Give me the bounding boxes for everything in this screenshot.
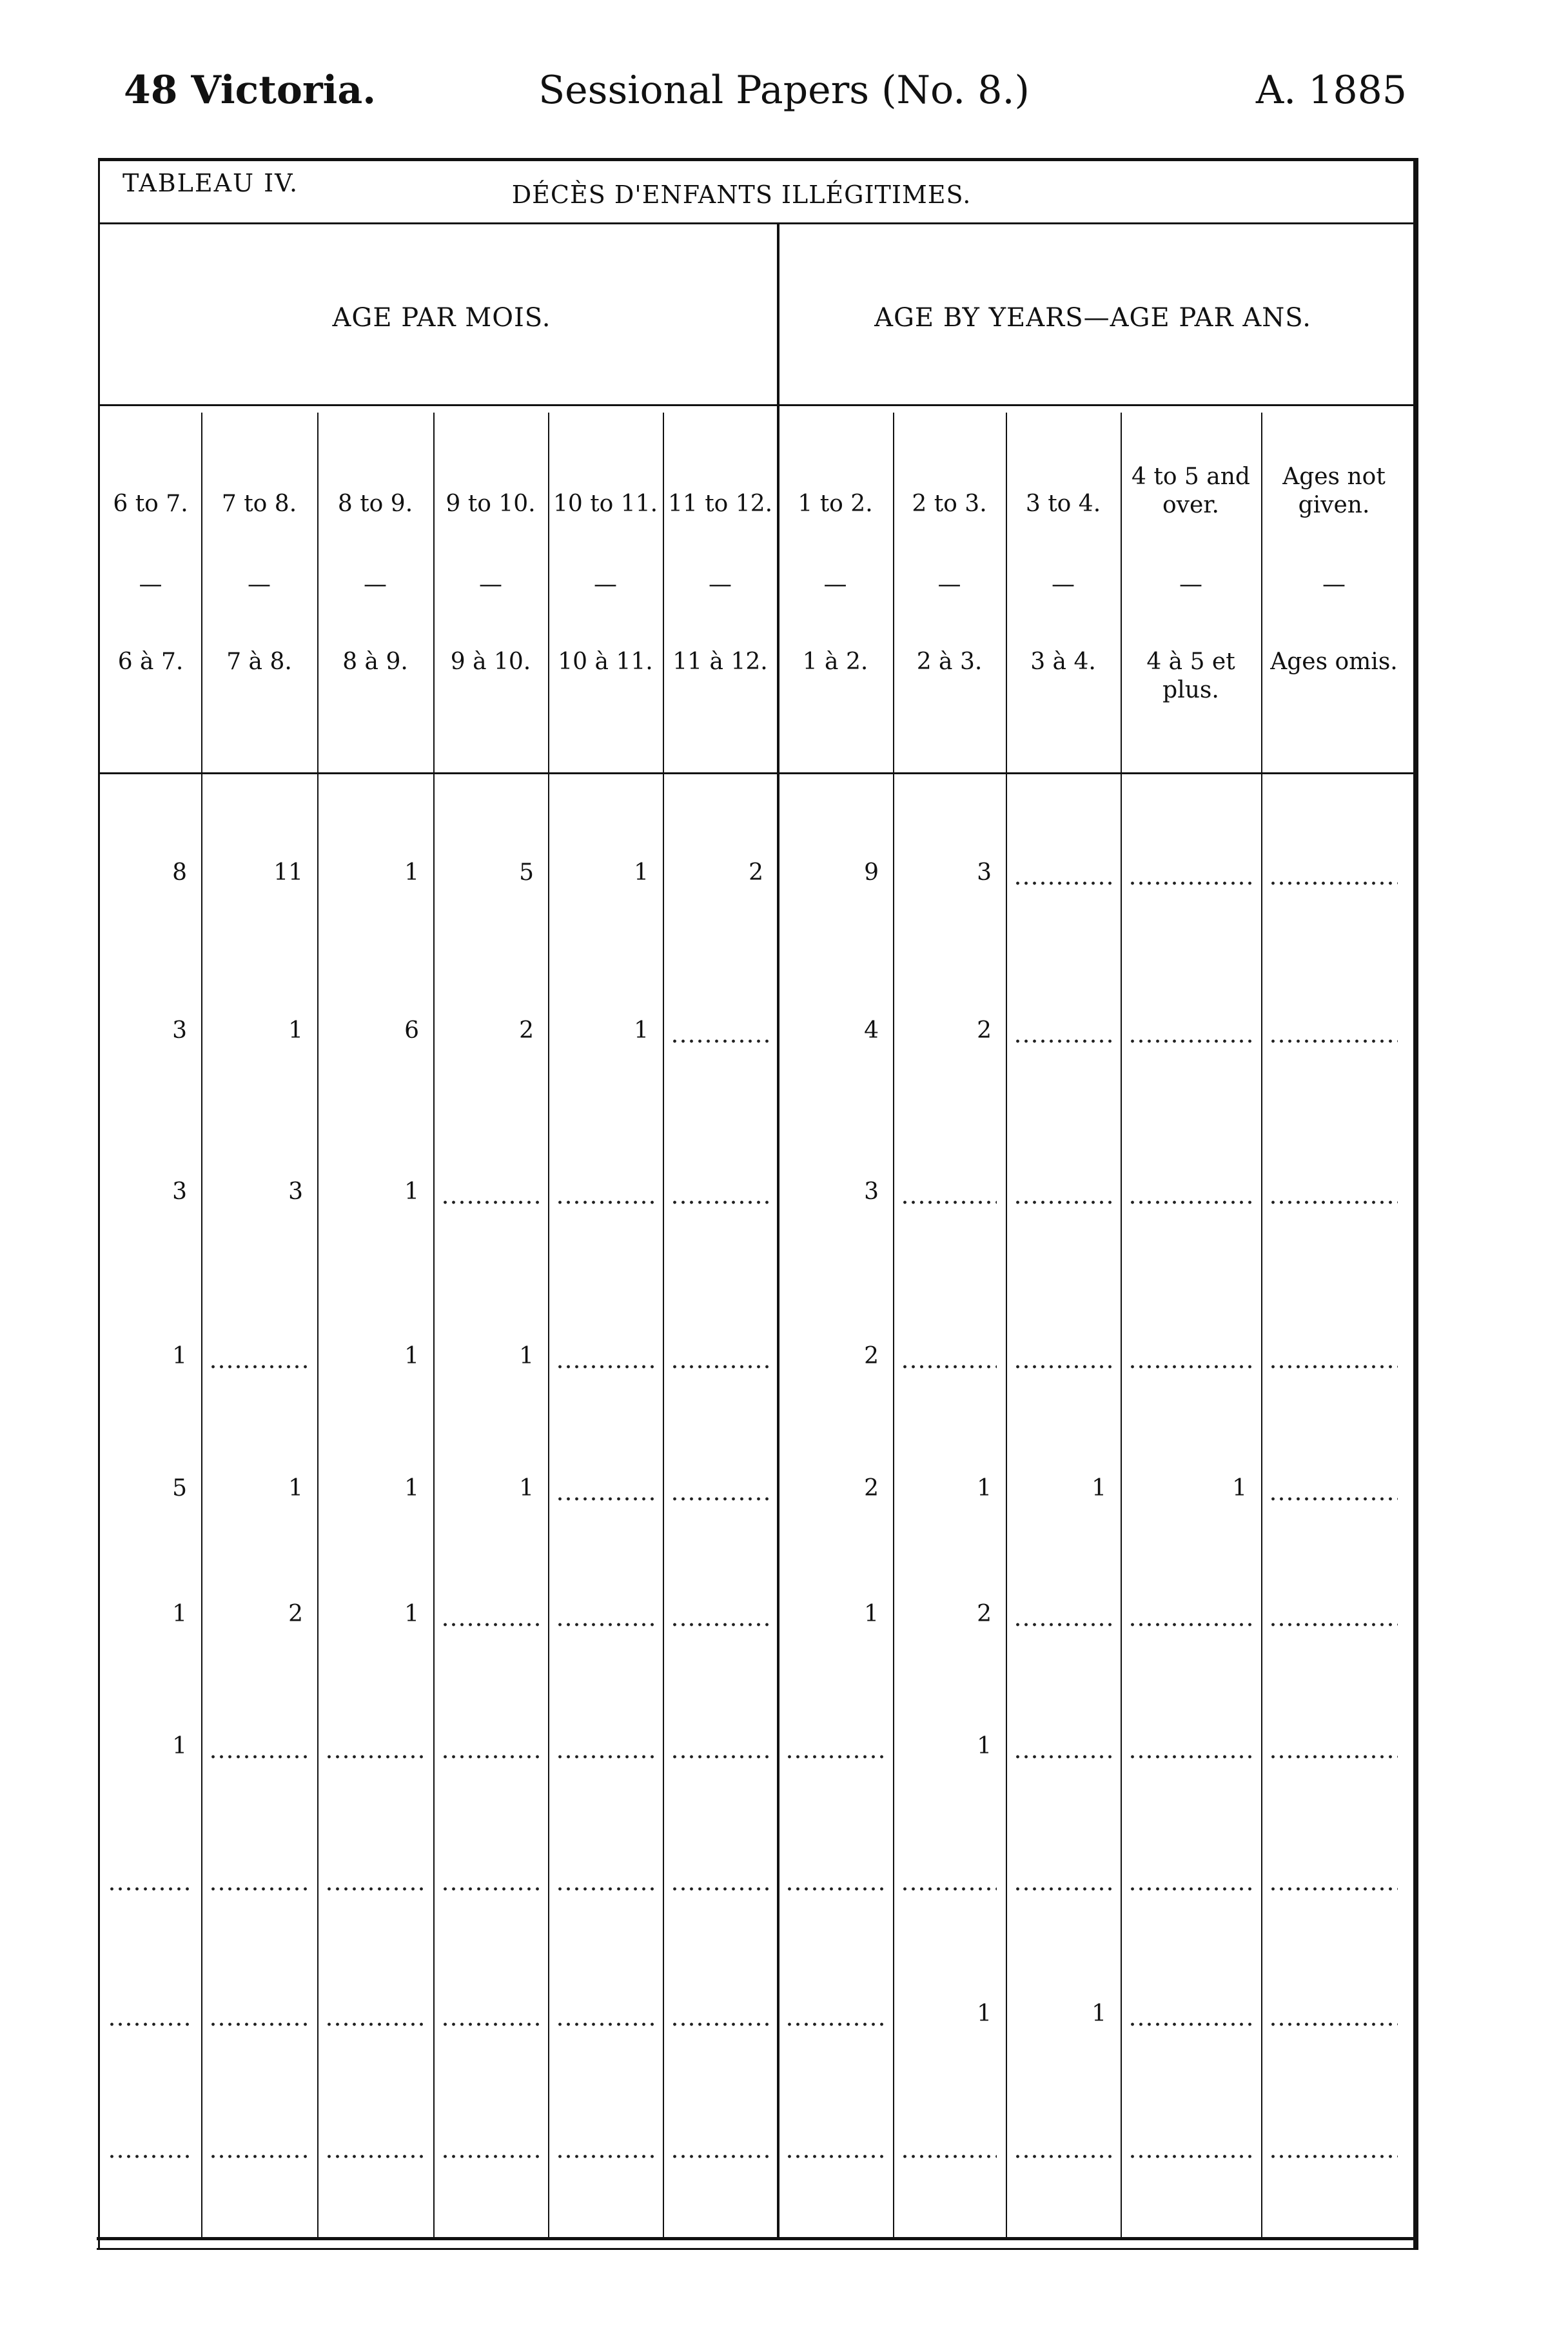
empty-cell-leader [556, 2155, 654, 2158]
col-header-en-10: Ages not given. [1282, 464, 1386, 518]
rule-bottom [97, 2237, 1418, 2240]
table-cell: 2 [288, 1601, 303, 1627]
col-header-en-4: 10 to 11. [553, 491, 658, 517]
col-dash-1: — [248, 571, 271, 598]
col-header-fr-3: 9 à 10. [450, 649, 531, 675]
header-volume: 48 Victoria. [124, 68, 377, 113]
empty-cell-leader [901, 1365, 997, 1369]
empty-cell-leader [108, 1887, 192, 1891]
empty-cell-leader [441, 1887, 539, 1891]
empty-cell-leader [1269, 1365, 1398, 1369]
col-header-en-7: 2 to 3. [912, 491, 987, 517]
column-rule-4 [548, 413, 549, 2240]
table-cell: 1 [172, 1733, 187, 1759]
col-header-fr-9: 4 à 5 et plus. [1146, 649, 1235, 703]
empty-cell-leader [1014, 1365, 1112, 1369]
col-header-fr-6: 1 à 2. [802, 649, 868, 675]
empty-cell-leader [556, 1623, 654, 1627]
col-header-fr-5: 11 à 12. [672, 649, 768, 675]
empty-cell-leader [671, 1200, 769, 1204]
table-cell: 1 [404, 1343, 419, 1369]
col-dash-8: — [1052, 571, 1075, 598]
table-cell: 1 [634, 859, 649, 886]
empty-cell-leader [1128, 1755, 1252, 1759]
table-cell: 2 [977, 1601, 992, 1627]
table-cell: 9 [864, 859, 879, 886]
empty-cell-leader [785, 1887, 884, 1891]
empty-cell-leader [209, 1365, 308, 1369]
table-cell: 1 [404, 1475, 419, 1501]
empty-cell-leader [1014, 1887, 1112, 1891]
empty-cell-leader [1269, 1623, 1398, 1627]
column-rule-7 [893, 413, 894, 2240]
table-cell: 1 [519, 1343, 534, 1369]
table-cell: 1 [288, 1475, 303, 1501]
table-cell: 1 [288, 1017, 303, 1044]
col-header-fr-8: 3 à 4. [1030, 649, 1096, 675]
empty-cell-leader [1128, 2155, 1252, 2158]
table-cell: 1 [519, 1475, 534, 1501]
table-cell: 6 [404, 1017, 419, 1044]
empty-cell-leader [785, 2155, 884, 2158]
empty-cell-leader [556, 1200, 654, 1204]
empty-cell-leader [325, 2022, 424, 2026]
divider-groups [777, 224, 779, 2239]
empty-cell-leader [901, 2155, 997, 2158]
empty-cell-leader [1128, 881, 1252, 885]
col-header-en-6: 1 to 2. [798, 491, 873, 517]
table-cell: 1 [977, 1475, 992, 1501]
table-cell: 4 [864, 1017, 879, 1044]
empty-cell-leader [1269, 1755, 1398, 1759]
col-dash-9: — [1179, 571, 1202, 598]
table-cell: 1 [977, 2000, 992, 2027]
empty-cell-leader [1128, 2022, 1252, 2026]
table-cell: 1 [404, 1178, 419, 1205]
empty-cell-leader [556, 1365, 654, 1369]
col-dash-2: — [364, 571, 387, 598]
empty-cell-leader [671, 2022, 769, 2026]
col-dash-6: — [823, 571, 847, 598]
empty-cell-leader [1128, 1039, 1252, 1043]
empty-cell-leader [556, 2022, 654, 2026]
col-header-en-8: 3 to 4. [1025, 491, 1101, 517]
table-cell: 2 [749, 859, 763, 886]
empty-cell-leader [1014, 1623, 1112, 1627]
rule-under-title [100, 222, 1416, 224]
table-cell: 1 [172, 1343, 187, 1369]
empty-cell-leader [441, 1623, 539, 1627]
empty-cell-leader [441, 1755, 539, 1759]
table-cell: 1 [634, 1017, 649, 1044]
table-cell: 1 [864, 1601, 879, 1627]
header-title: Sessional Papers (No. 8.) [538, 68, 1030, 113]
table-cell: 1 [977, 1733, 992, 1759]
table-cell: 3 [864, 1178, 879, 1205]
empty-cell-leader [1269, 1497, 1398, 1501]
empty-cell-leader [671, 1497, 769, 1501]
empty-cell-leader [1269, 2155, 1398, 2158]
col-dash-5: — [709, 571, 732, 598]
empty-cell-leader [1014, 1755, 1112, 1759]
rule-bottom-double [97, 2248, 1418, 2250]
empty-cell-leader [1128, 1200, 1252, 1204]
empty-cell-leader [325, 1755, 424, 1759]
col-dash-4: — [594, 571, 617, 598]
col-header-fr-4: 10 à 11. [558, 649, 653, 675]
empty-cell-leader [209, 2022, 308, 2026]
empty-cell-leader [556, 1497, 654, 1501]
empty-cell-leader [901, 1887, 997, 1891]
table-cell: 11 [273, 859, 303, 886]
empty-cell-leader [325, 1887, 424, 1891]
table-cell: 3 [172, 1017, 187, 1044]
table-cell: 3 [977, 859, 992, 886]
empty-cell-leader [1269, 1200, 1398, 1204]
column-rule-1 [201, 413, 202, 2240]
empty-cell-leader [325, 2155, 424, 2158]
empty-cell-leader [209, 2155, 308, 2158]
col-header-en-0: 6 to 7. [113, 491, 188, 517]
col-header-en-5: 11 to 12. [667, 491, 773, 517]
col-header-fr-10: Ages omis. [1270, 649, 1398, 675]
table-label: TABLEAU IV. [122, 169, 299, 197]
empty-cell-leader [671, 1623, 769, 1627]
header-year: A. 1885 [1255, 68, 1407, 113]
table-cell: 5 [172, 1475, 187, 1501]
empty-cell-leader [785, 1755, 884, 1759]
col-header-en-1: 7 to 8. [221, 491, 297, 517]
table-title: DÉCÈS D'ENFANTS ILLÉGITIMES. [511, 181, 972, 209]
empty-cell-leader [901, 1200, 997, 1204]
col-dash-3: — [479, 571, 502, 598]
group-header-years: AGE BY YEARS—AGE PAR ANS. [874, 303, 1311, 333]
table-cell: 1 [404, 1601, 419, 1627]
rule-under-groups [100, 404, 1416, 406]
empty-cell-leader [1014, 1200, 1112, 1204]
col-dash-10: — [1322, 571, 1346, 598]
empty-cell-leader [441, 1200, 539, 1204]
frame-right [1413, 158, 1418, 2250]
empty-cell-leader [209, 1755, 308, 1759]
empty-cell-leader [556, 1755, 654, 1759]
table-cell: 1 [1092, 1475, 1106, 1501]
empty-cell-leader [785, 2022, 884, 2026]
col-header-fr-2: 8 à 9. [342, 649, 408, 675]
table-cell: 1 [404, 859, 419, 886]
column-rule-8 [1006, 413, 1007, 2240]
empty-cell-leader [1269, 1039, 1398, 1043]
empty-cell-leader [671, 1887, 769, 1891]
empty-cell-leader [1014, 2155, 1112, 2158]
col-header-en-2: 8 to 9. [337, 491, 413, 517]
empty-cell-leader [671, 1365, 769, 1369]
empty-cell-leader [671, 2155, 769, 2158]
empty-cell-leader [441, 2155, 539, 2158]
empty-cell-leader [1269, 1887, 1398, 1891]
column-rule-2 [317, 413, 318, 2240]
table-cell: 2 [977, 1017, 992, 1044]
table-cell: 5 [519, 859, 534, 886]
col-dash-7: — [937, 571, 961, 598]
rule-under-colheads [100, 772, 1416, 774]
col-header-fr-1: 7 à 8. [226, 649, 292, 675]
table-cell: 1 [172, 1601, 187, 1627]
empty-cell-leader [441, 2022, 539, 2026]
empty-cell-leader [1128, 1365, 1252, 1369]
empty-cell-leader [1128, 1623, 1252, 1627]
table-cell: 3 [172, 1178, 187, 1205]
column-rule-3 [433, 413, 435, 2240]
table-cell: 2 [864, 1475, 879, 1501]
empty-cell-leader [671, 1039, 769, 1043]
col-header-fr-0: 6 à 7. [117, 649, 184, 675]
column-rule-10 [1261, 413, 1262, 2240]
empty-cell-leader [108, 2155, 192, 2158]
table-cell: 2 [864, 1343, 879, 1369]
empty-cell-leader [556, 1887, 654, 1891]
table-cell: 1 [1232, 1475, 1247, 1501]
empty-cell-leader [1269, 2022, 1398, 2026]
col-header-en-9: 4 to 5 and over. [1132, 464, 1250, 518]
table-cell: 2 [519, 1017, 534, 1044]
column-rule-5 [663, 413, 664, 2240]
empty-cell-leader [209, 1887, 308, 1891]
empty-cell-leader [1014, 1039, 1112, 1043]
empty-cell-leader [671, 1755, 769, 1759]
table-cell: 8 [172, 859, 187, 886]
empty-cell-leader [108, 2022, 192, 2026]
empty-cell-leader [1269, 881, 1398, 885]
group-header-months: AGE PAR MOIS. [332, 303, 551, 333]
table-cell: 1 [1092, 2000, 1106, 2027]
table-cell: 3 [288, 1178, 303, 1205]
empty-cell-leader [1014, 881, 1112, 885]
empty-cell-leader [1128, 1887, 1252, 1891]
col-dash-0: — [139, 571, 162, 598]
col-header-en-3: 9 to 10. [446, 491, 536, 517]
col-header-fr-7: 2 à 3. [916, 649, 983, 675]
rule-top [100, 158, 1416, 161]
